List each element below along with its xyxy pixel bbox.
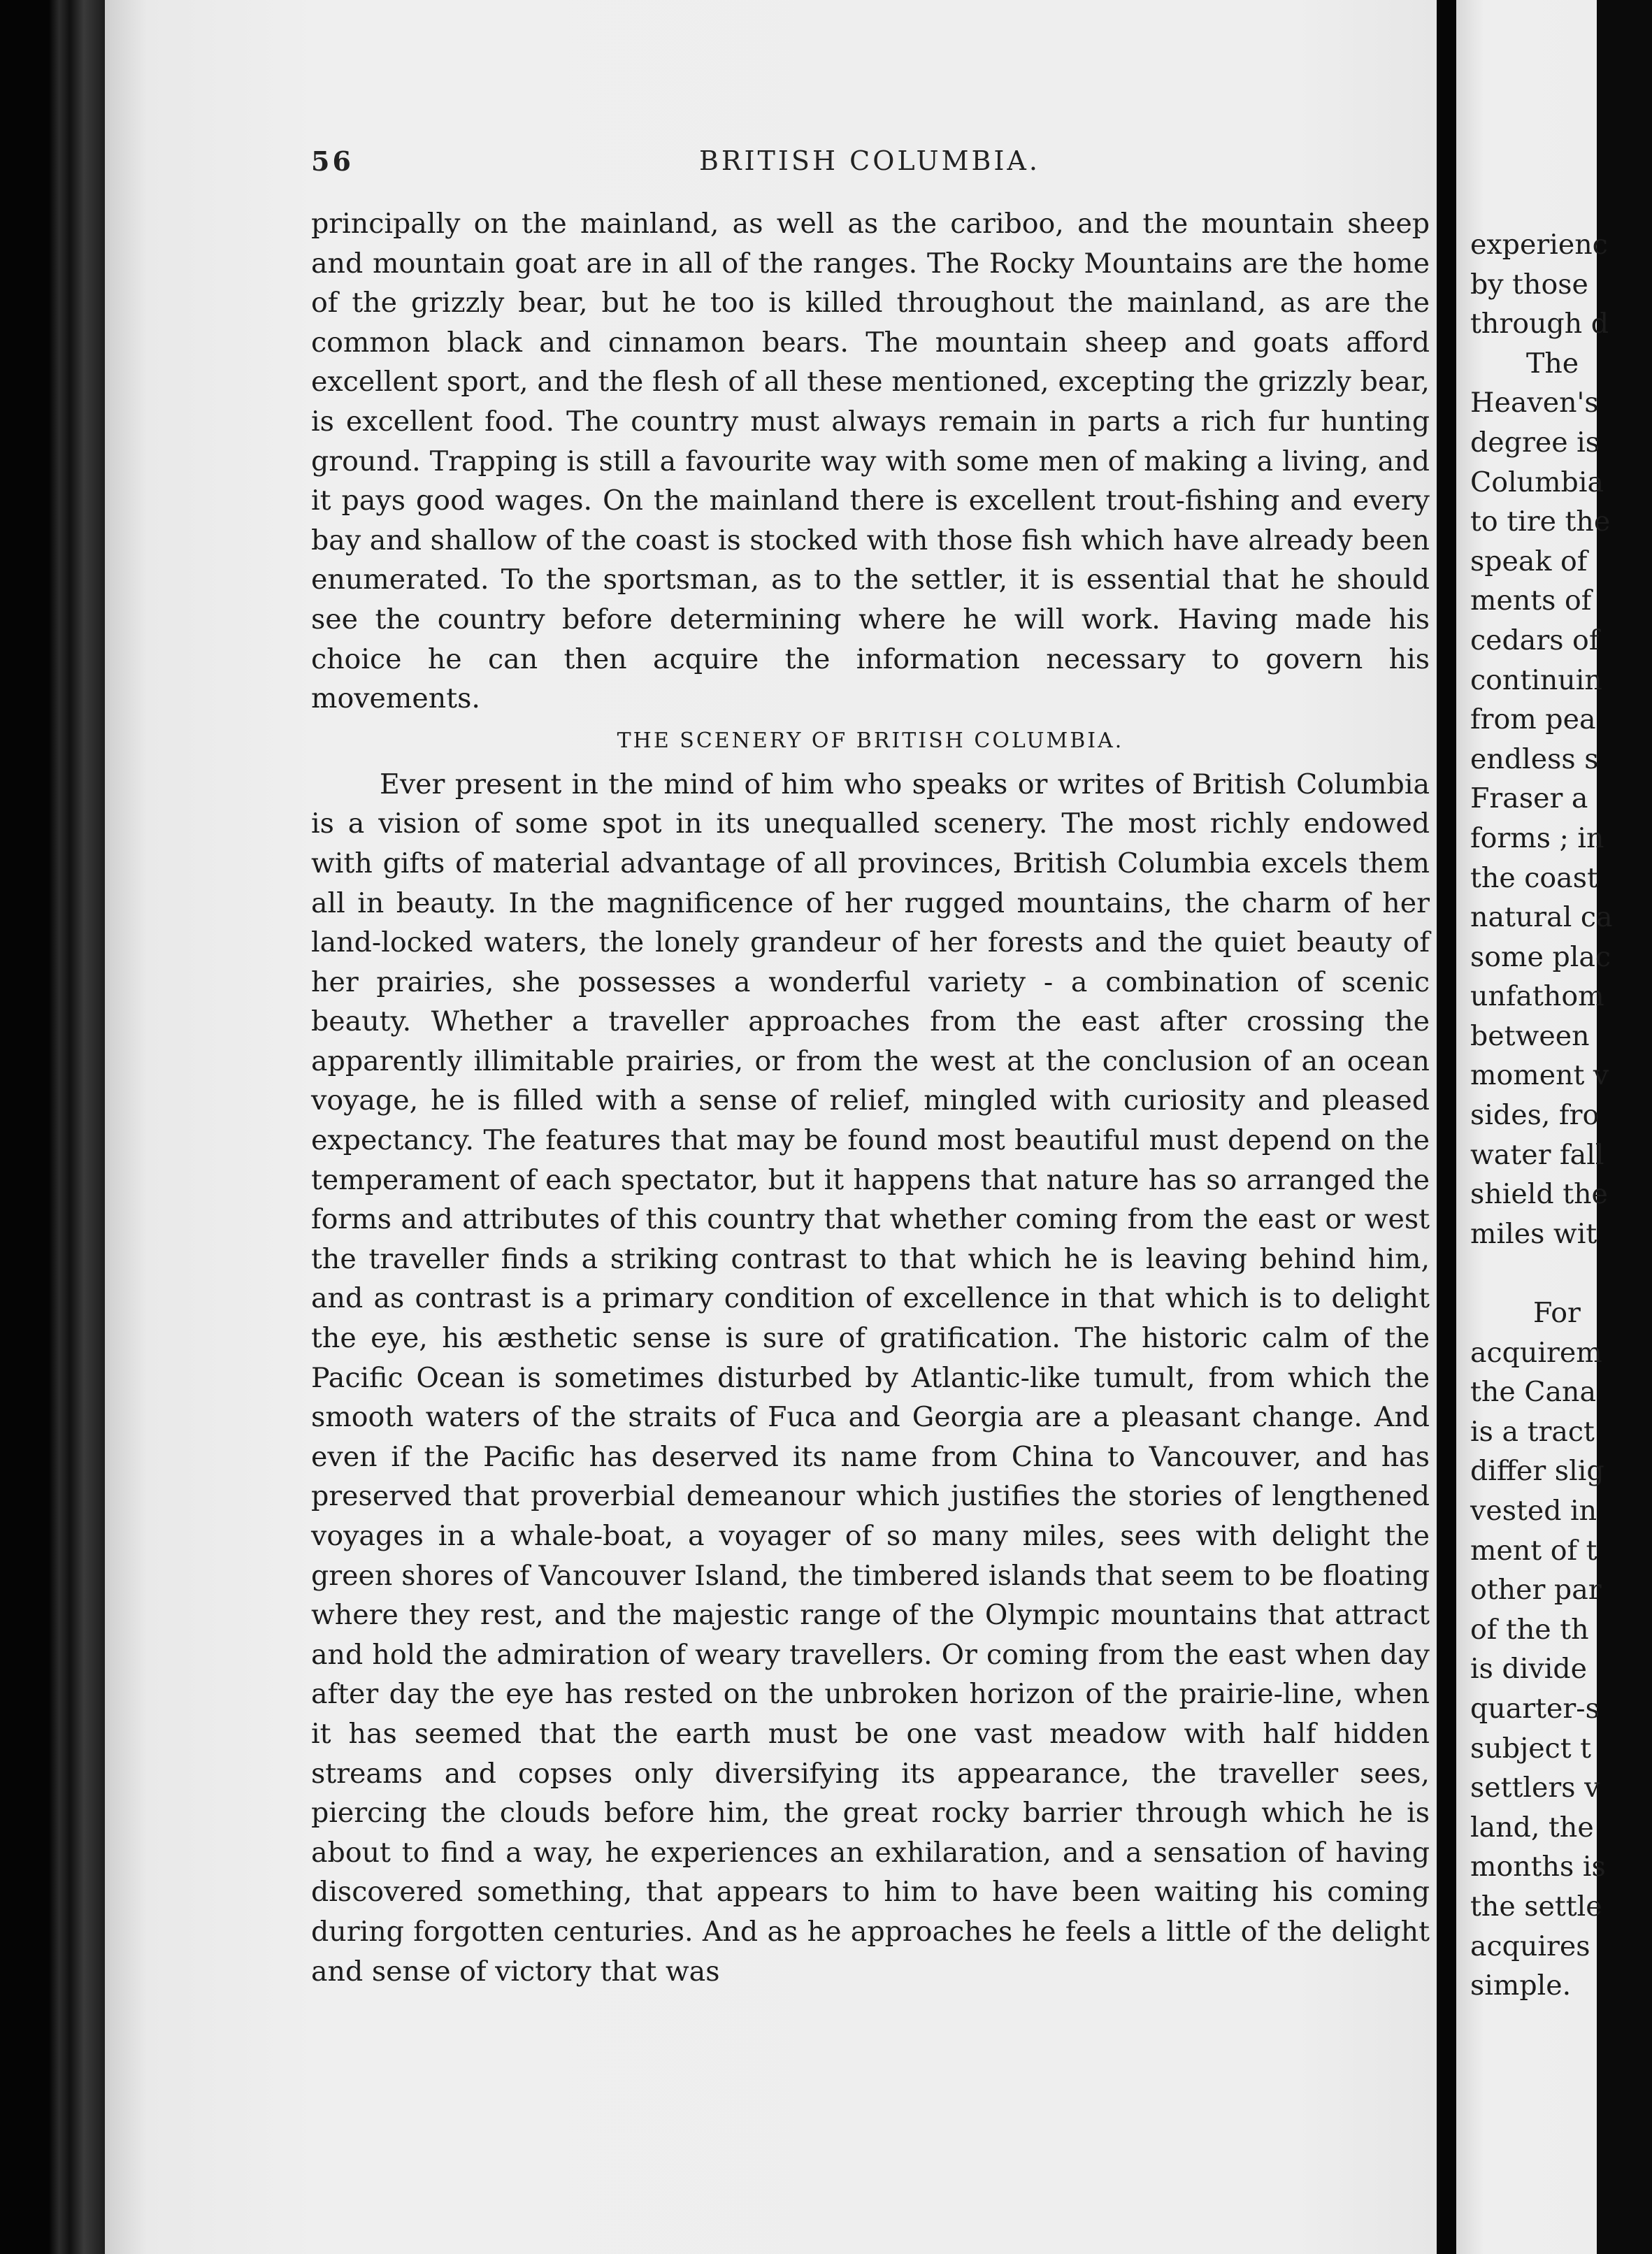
text-line: forms ; in bbox=[1470, 821, 1604, 854]
text-line: endless s bbox=[1470, 742, 1599, 775]
text-line: the coast bbox=[1470, 861, 1598, 894]
text-line: the settle bbox=[1470, 1890, 1602, 1923]
text-line: natural ca bbox=[1470, 901, 1613, 934]
text-line: degree is bbox=[1470, 426, 1600, 459]
facing-page-text bbox=[1470, 225, 1652, 2006]
paragraph: principally on the mainland, as well as the cariboo, and the mountain sheep and mountain goat are in all of the ranges. The Rocky Mountains are the home of the grizzly bear, but he too is killed throughout the mainland, as are the common black and cinnamon bears. The mountain sheep and goats afford excellent sport, and the flesh of all these mentioned, excepting the grizzly bear, is excellent food. The country must always remain in parts a rich fur hunting ground. Trapping is still a favourite way with some men of making a living, and it pays good wages. On the mainland there is excellent trout-fishing and every bay and shallow of the coast is stocked with those fish which have already been enumerated. To the sportsman, as to the settler, it is essential that he should see the country before determining where he will work. Having made his choice he can then acquire the information necessary to govern his movements. bbox=[311, 208, 1430, 715]
text-line: the Cana bbox=[1470, 1376, 1597, 1409]
text-line: acquirem bbox=[1470, 1336, 1602, 1369]
text-line: of the th bbox=[1470, 1613, 1589, 1646]
text-line: vested in bbox=[1470, 1495, 1597, 1527]
text-line: speak of bbox=[1470, 545, 1588, 577]
text-line: moment v bbox=[1470, 1059, 1609, 1092]
text-line: is a tract bbox=[1470, 1415, 1595, 1448]
text-line: Fraser a bbox=[1470, 782, 1588, 815]
page-body bbox=[311, 204, 1430, 1991]
text-line: acquires bbox=[1470, 1930, 1590, 1962]
running-title: BRITISH COLUMBIA. bbox=[699, 145, 1040, 176]
paragraph: Ever present in the mind of him who speaks or writes of British Columbia is a vision of some spot in its unequalled scenery. The most richly endowed with gifts of material advantage of all provinces, British Columbia excels them all in beauty. In the magnificence of her rugged mountains, the charm of her land-locked waters, the lonely grandeur of her forests and the quiet beauty of her prairies, she possesses a wonderful variety - a combination of scenic beauty. Whether a traveller approaches from the east after crossing the apparently illimitable prairies, or from the west at the conclusion of an ocean voyage, he is filled with a sense of relief, mingled with curiosity and pleased expectancy. The features that may be found most beautiful must depend on the temperament of each spectator, but it happens that nature has so arranged the forms and attributes of this country that whether coming from the east or west the traveller finds a striking contrast to that which he is leaving behind him, and as contrast is a primary condition of excellence in that which is to delight the eye, his æsthetic sense is sure of gratification. The historic calm of the Pacific Ocean is sometimes disturbed by Atlantic-like tumult, from which the smooth waters of the straits of Fuca and Georgia are a pleasant change. And even if the Pacific has deserved its name from China to Vancouver, and has preserved that proverbial demeanour which justifies the stories of lengthened voyages in a whale-boat, a voyager of so many miles, sees with delight the green shores of Vancouver Island, the timbered islands that seem to be floating where they rest, and the majestic range of the Olympic mountains that attract and hold the admiration of weary travellers. Or coming from the east when day after day the eye has rested on the unbroken horizon of the prairie-line, when it has seemed that the earth must be one vast meadow with half hidden streams and copses only diversifying its appearance, the traveller sees, piercing the clouds before him, the great rocky barrier through which he is about to find a way, he experiences an exhilaration, and a sensation of having discovered something, that appears to him to have been waiting his coming during forgotten centuries. And as he approaches he feels a little of the delight and sense of victory that was bbox=[311, 768, 1430, 1988]
text-line: between bbox=[1470, 1019, 1590, 1052]
text-line: ments of bbox=[1470, 584, 1592, 617]
book-binding-edge bbox=[0, 0, 105, 2254]
text-line: simple. bbox=[1470, 1969, 1572, 2002]
text-line: by those bbox=[1470, 268, 1588, 301]
section-title: THE SCENERY OF BRITISH COLUMBIA. bbox=[617, 728, 1124, 753]
text-line: sides, fro bbox=[1470, 1099, 1600, 1132]
text-line: For bbox=[1533, 1297, 1581, 1330]
facing-page bbox=[1456, 0, 1613, 2254]
page-number: 56 bbox=[311, 145, 354, 177]
text-line: land, the bbox=[1470, 1811, 1594, 1844]
text-line: months is bbox=[1470, 1851, 1606, 1883]
text-line: to tire the bbox=[1470, 505, 1611, 538]
text-line: Columbia bbox=[1470, 466, 1604, 498]
text-line: water fall bbox=[1470, 1138, 1604, 1171]
text-line: continuin bbox=[1470, 663, 1602, 696]
page-header bbox=[311, 145, 1430, 187]
text-line: some plac bbox=[1470, 940, 1611, 973]
facing-page-lines-bottom bbox=[1470, 1293, 1652, 2006]
text-line: experienc bbox=[1470, 229, 1608, 261]
page-gutter bbox=[1437, 0, 1456, 2254]
text-line: unfathom bbox=[1470, 980, 1604, 1013]
text-line: differ slig bbox=[1470, 1455, 1604, 1488]
text-line: The bbox=[1526, 347, 1579, 380]
text-line: shield the bbox=[1470, 1178, 1608, 1211]
text-line: through d bbox=[1470, 308, 1609, 340]
text-line: settlers v bbox=[1470, 1772, 1600, 1804]
text-line: miles wit bbox=[1470, 1217, 1597, 1250]
text-line: is divide bbox=[1470, 1653, 1587, 1686]
facing-page-lines-top bbox=[1470, 225, 1652, 1254]
text-line: from pea bbox=[1470, 703, 1596, 736]
text-line: ment of t bbox=[1470, 1534, 1597, 1567]
text-line: Heaven's bbox=[1470, 387, 1599, 419]
text-line: quarter-s bbox=[1470, 1692, 1600, 1725]
text-line: other par bbox=[1470, 1574, 1602, 1607]
text-line: cedars of bbox=[1470, 624, 1600, 656]
text-line: subject t bbox=[1470, 1732, 1592, 1765]
